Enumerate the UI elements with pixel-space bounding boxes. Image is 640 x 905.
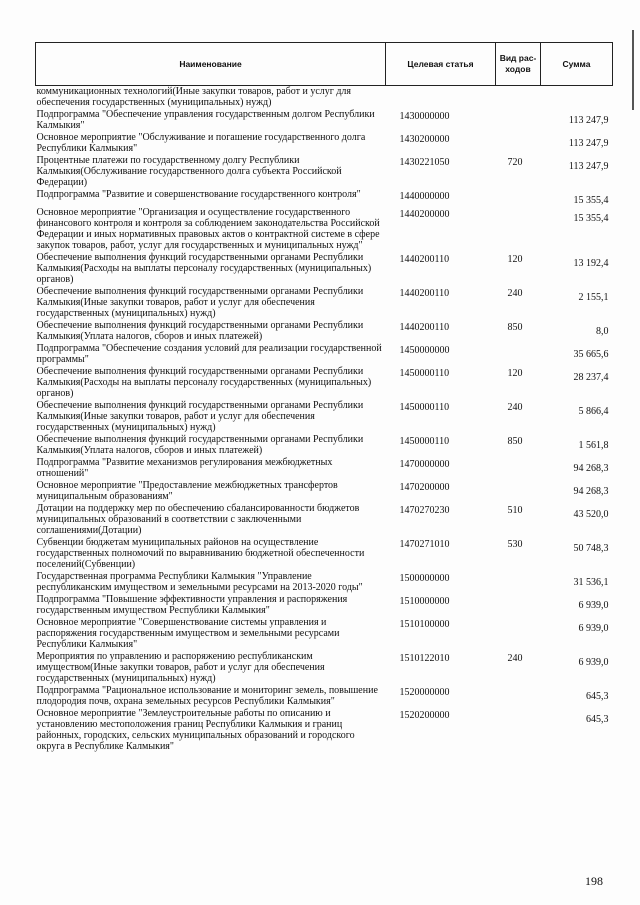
row-sum: 94 268,3: [573, 463, 609, 474]
scan-edge-mark: [632, 30, 634, 110]
table-row: [36, 400, 613, 434]
row-target-article: 1510122010: [399, 653, 450, 664]
table-row: [36, 252, 613, 286]
row-expense-type: [496, 132, 541, 155]
row-expense-type: 240: [507, 653, 523, 664]
row-target-article: 1450000000: [399, 345, 450, 356]
table-body: [36, 86, 613, 754]
table-row: [36, 155, 613, 189]
row-expense-type: [496, 480, 541, 503]
row-target-article: 1440200000: [399, 209, 450, 220]
row-sum: 113 247,9: [568, 161, 609, 172]
table-row: [36, 480, 613, 503]
row-target-article: 1510000000: [399, 596, 450, 607]
row-target-article: 1440200110: [399, 322, 450, 333]
row-name: Обеспечение выполнения функций государственными органами Республики Калмыкия(Иные закупки товаров, работ и услуг для обеспечения государственных (муниципальных) нужд): [36, 400, 364, 433]
table-row: [36, 457, 613, 480]
row-target-article: 1470000000: [399, 459, 450, 470]
row-target-article: 1450000110: [399, 402, 450, 413]
row-name: Обеспечение выполнения функций государственными органами Республики Калмыкия(Уплата налогов, сборов и иных платежей): [36, 320, 364, 342]
row-sum: 1 561,8: [578, 440, 609, 451]
row-expense-type: [496, 594, 541, 617]
row-sum: 6 939,0: [578, 657, 609, 668]
table-row: [36, 109, 613, 132]
table-header-row: [36, 43, 613, 86]
budget-table-wrapper: [35, 42, 612, 753]
row-sum: 13 192,4: [573, 258, 609, 269]
row-target-article: 1440200110: [399, 288, 450, 299]
table-row: [36, 685, 613, 708]
row-expense-type: 850: [507, 322, 523, 333]
header-sum: Сумма: [541, 43, 613, 86]
row-sum: 94 268,3: [573, 486, 609, 497]
row-sum: 2 155,1: [578, 292, 609, 303]
row-sum: 15 355,4: [573, 213, 609, 224]
row-name: Основное мероприятие "Организация и осуществление государственного финансового контроля и контроля за соблюдением законодательства Российской Федерации и иных нормативных правовых актов о контрактной системе в сфере закупок товаров, работ, услуг для государственных и муниципальных нужд": [36, 207, 380, 251]
row-name: Обеспечение выполнения функций государственными органами Республики Калмыкия(Расходы на выплаты персоналу государственных (муниципальных) органов): [36, 252, 372, 285]
row-expense-type: 240: [507, 288, 523, 299]
row-sum: 28 237,4: [573, 372, 609, 383]
row-name: Обеспечение выполнения функций государственными органами Республики Калмыкия(Уплата налогов, сборов и иных платежей): [36, 434, 364, 456]
row-name: Основное мероприятие "Землеустроительные работы по описанию и установлению местоположения границ Республики Калмыкия и границ районных, городских, сельских муниципальных образований и городского округа в Республике Калмыкия": [36, 708, 355, 752]
row-name: Подпрограмма "Обеспечение создания условий для реализации государственной программы": [36, 343, 382, 365]
row-sum: 35 665,6: [573, 349, 609, 360]
row-target-article: 1430000000: [399, 111, 450, 122]
row-target-article: 1440000000: [399, 191, 450, 202]
row-sum: 645,3: [586, 691, 609, 702]
row-target-article: 1510100000: [399, 619, 450, 630]
row-name: Субвенции бюджетам муниципальных районов на осуществление государственных полномочий по выравниванию бюджетной обеспеченности поселений(Субвенции): [36, 537, 365, 570]
row-expense-type: [496, 617, 541, 651]
table-row: [36, 343, 613, 366]
row-name: Основное мероприятие "Совершенствование системы управления и распоряжения государственным имуществом и земельными ресурсами Республики Калмыкия": [36, 617, 340, 650]
table-row: [36, 320, 613, 343]
table-row: [36, 594, 613, 617]
header-name: Наименование: [36, 43, 386, 86]
table-row: [36, 189, 613, 207]
row-name: Подпрограмма "Развитие механизмов регулирования межбюджетных отношений": [36, 457, 333, 479]
row-name: Процентные платежи по государственному долгу Республики Калмыкия(Обслуживание государственного долга субъекта Российской Федерации): [36, 155, 342, 188]
row-expense-type: [496, 457, 541, 480]
row-expense-type: [496, 189, 541, 207]
row-name: Подпрограмма "Повышение эффективности управления и распоряжения государственным имуществом Республики Калмыкия": [36, 594, 348, 616]
row-expense-type: 120: [507, 254, 523, 265]
table-row: [36, 434, 613, 457]
row-name: Подпрограмма "Рациональное использование и мониторинг земель, повышение плодородия почв, охрана земельных ресурсов Республики Калмыкия": [36, 685, 378, 707]
row-target-article: 1430221050: [399, 157, 450, 168]
row-name: Подпрограмма "Обеспечение управления государственным долгом Республики Калмыкия": [36, 109, 375, 131]
row-target-article: 1520200000: [399, 710, 450, 721]
table-row: [36, 537, 613, 571]
row-target-article: 1470200000: [399, 482, 450, 493]
row-expense-type: 530: [507, 539, 523, 550]
row-name: Мероприятия по управлению и распоряжению республиканским имуществом(Иные закупки товаров, работ и услуг для обеспечения государственных (муниципальных) нужд): [36, 651, 325, 684]
table-row: [36, 503, 613, 537]
row-sum: 5 866,4: [578, 406, 609, 417]
row-target-article: 1440200110: [399, 254, 450, 265]
row-expense-type: [496, 571, 541, 594]
row-expense-type: [496, 708, 541, 753]
row-expense-type: [496, 86, 541, 110]
row-expense-type: 240: [507, 402, 523, 413]
table-row: [36, 132, 613, 155]
table-row: [36, 86, 613, 110]
row-target-article: 1430200000: [399, 134, 450, 145]
row-target-article: 1470271010: [399, 539, 450, 550]
row-name: Дотации на поддержку мер по обеспечению сбалансированности бюджетов муниципальных образований в соответствии с заключенными соглашениями(Дотации): [36, 503, 360, 536]
row-target-article: 1520000000: [399, 687, 450, 698]
row-sum: 15 355,4: [573, 195, 609, 206]
row-target-article: 1450000110: [399, 436, 450, 447]
row-sum: 113 247,9: [568, 138, 609, 149]
row-expense-type: 120: [507, 368, 523, 379]
row-sum: 6 939,0: [578, 600, 609, 611]
row-name: Обеспечение выполнения функций государственными органами Республики Калмыкия(Иные закупки товаров, работ и услуг для обеспечения государственных (муниципальных) нужд): [36, 286, 364, 319]
page-number: 198: [585, 874, 603, 888]
row-name: Подпрограмма "Развитие и совершенствование государственного контроля": [36, 189, 361, 200]
row-sum: 31 536,1: [573, 577, 609, 588]
table-row: [36, 207, 613, 252]
header-expense-type: Вид рас-ходов: [496, 43, 541, 86]
row-target-article: 1450000110: [399, 368, 450, 379]
header-target-article: Целевая статья: [386, 43, 496, 86]
row-expense-type: 720: [507, 157, 523, 168]
row-sum: 8,0: [596, 326, 609, 337]
row-name: Государственная программа Республики Калмыкия "Управление республиканским имуществом и земельными ресурсами на 2013-2020 годы": [36, 571, 363, 593]
row-expense-type: [496, 207, 541, 252]
table-row: [36, 708, 613, 753]
row-expense-type: 510: [507, 505, 523, 516]
table-row: [36, 651, 613, 685]
row-name: Основное мероприятие "Обслуживание и погашение государственного долга Республики Калмыкия": [36, 132, 366, 154]
row-target-article: 1500000000: [399, 573, 450, 584]
row-name: Обеспечение выполнения функций государственными органами Республики Калмыкия(Расходы на выплаты персоналу государственных (муниципальных) органов): [36, 366, 372, 399]
table-row: [36, 617, 613, 651]
row-sum: [541, 86, 613, 110]
table-row: [36, 286, 613, 320]
row-expense-type: [496, 343, 541, 366]
row-sum: 43 520,0: [573, 509, 609, 520]
table-row: [36, 571, 613, 594]
row-expense-type: 850: [507, 436, 523, 447]
row-target-article: 1470270230: [399, 505, 450, 516]
row-sum: 6 939,0: [578, 623, 609, 634]
budget-table: [35, 42, 613, 753]
row-name: Основное мероприятие "Предоставление межбюджетных трансфертов муниципальным образованиям": [36, 480, 338, 502]
row-sum: 645,3: [586, 714, 609, 725]
row-sum: 113 247,9: [568, 115, 609, 126]
row-expense-type: [496, 685, 541, 708]
row-name: коммуникационных технологий(Иные закупки товаров, работ и услуг для обеспечения государственных (муниципальных) нужд): [36, 86, 352, 108]
row-expense-type: [496, 109, 541, 132]
row-sum: 50 748,3: [573, 543, 609, 554]
row-target-article: [386, 86, 496, 110]
table-row: [36, 366, 613, 400]
